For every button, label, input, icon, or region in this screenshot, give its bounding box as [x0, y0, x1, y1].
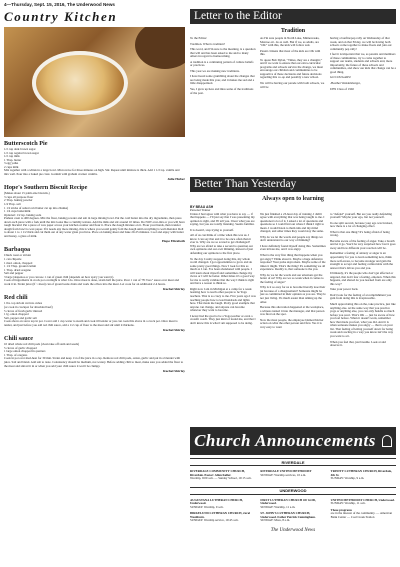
letter-paragraph: We will be having our parade with both schools, we will be — [260, 81, 325, 89]
recipe-author: Rachel Shirley — [163, 369, 185, 374]
letter-subtitle: Tradition — [280, 28, 306, 34]
better-paragraph: I have definitely found myself doing this. Sometimes even irritate me, and I was angry. — [260, 243, 326, 252]
letter-paragraph: UHS Class of 1992 — [330, 86, 354, 91]
letter-column — [330, 37, 396, 97]
better-paragraph: Become aware of the feeling of anger. Take a breath and let it go. You'd be very surprised how fast it goes away and how different your reaction will be. — [330, 238, 396, 250]
church-detail: are in the interest of the community. — American Bank Center — Coal Creek Station — [330, 511, 393, 519]
country-kitchen-section — [4, 9, 185, 373]
letter-column — [260, 37, 326, 97]
letter-column — [190, 37, 256, 97]
better-paragraph: Take your power back. — [330, 287, 359, 292]
letter-paragraph: To quote Bob Dylan, "Times, they are a changin'," and if we want to ensure that our extra-curricular programs and schools survive the change, we must encourage our children and communities to be supportive of these decisions and future decisions regarding this co-op and possibly a new school. — [260, 57, 323, 80]
church-detail: SUNDAY: Worship, 9 a.m. — [330, 476, 365, 481]
recipe-line: 3 large jalapenos or you can use 1 can of green chili (depends on how spicy you want it). — [4, 274, 114, 279]
church-banner — [190, 427, 396, 455]
better-than-yesterday-section — [190, 177, 396, 350]
better-paragraph: When you feel that, just breathe. Look at and observe it. — [330, 339, 386, 348]
recipe — [4, 294, 185, 332]
church-column — [190, 499, 255, 526]
recipe — [4, 335, 185, 373]
church-detail: Worship, 9:00 a.m. — Sunday School, 10:15 a.m. — [190, 476, 252, 481]
letter-body — [190, 37, 396, 97]
church-name: These programs — [330, 507, 352, 512]
recipe-line: 1 can chipotle — [4, 257, 22, 262]
church-item — [260, 470, 325, 477]
recipe-line: 3 cups all purpose flour — [4, 194, 34, 199]
church-window-icon — [382, 435, 392, 447]
recipe-line: 1 1/2 sticks of salted cold butter cut up into chunks) — [4, 205, 69, 210]
church-name: RIVERDALE COMMUNITY CHURCH, Riverdale. Pastor: Allen Keller. — [190, 469, 245, 477]
recipe-line: 2 Tbsp. baking powder — [4, 198, 33, 203]
better-column — [190, 213, 256, 350]
recipe-line: 1 med. onion, chopped — [4, 260, 33, 265]
letter-section — [190, 9, 396, 97]
recipe-line: 1/2 cup milk — [4, 154, 20, 159]
recipe-line: Chuck roast or sirloin — [4, 253, 31, 258]
church-detail: SUNDAY: Worship, 11 a.m. — [330, 501, 366, 506]
better-subtitle: Always open to learning — [262, 196, 324, 202]
recipe-line: 2 cups milk — [4, 164, 19, 169]
recipe-title: Barbaqoa — [4, 246, 31, 254]
better-paragraph: Because this altercation happened at the workplace, a witness turned it into the manager, and that person was fired on the spot. — [260, 305, 325, 317]
recipe-line: 1 1/4 cups buttermilk — [4, 209, 31, 214]
church-item — [260, 512, 325, 523]
better-paragraph: Why is it so easy for us to become literally lose their jut because of a disagreement? Someone might be just as committed in their opinion as you are. They're not just living. It's much easier than talking up the other. — [260, 285, 326, 304]
page-folio: 4—Thursday, Sept. 15, 2016, The Underwood News — [4, 2, 115, 7]
better-paragraph: Ultimately, it's the people who don't get affected or angered, that don't fear a feeling, emotion. When this happens, and shared do you learned from are only this way? — [330, 271, 396, 286]
recipe-author: Julie Huber — [167, 177, 185, 182]
church-item — [260, 499, 325, 510]
church-name: TRINITY LUTHERAN CHURCH, Riverdale, 4th St. — [330, 469, 392, 477]
church-column — [260, 470, 325, 484]
location-underwood: UNDERWOOD — [190, 487, 396, 495]
better-paragraph: Much appreciating this on the, take practice, just like anything else. At the same way that you practice yoga or anything else, you can only handle so much before you react. That's OK — just be aware of how you feel before. When it doesn't work, remember how that made you feel, what you did. And it is when someone makes you angry — that is on your list. That feeling of letting yourself down for being weak and reacting in a way you know isn't the way you want to act. — [330, 302, 396, 338]
better-title: Better Than Yesterday — [190, 177, 396, 192]
letter-paragraph: having a bonfire/pep rally on Wednesday of that week, and on that Friday, we will be having both schools come together to make floats and join our community pep rally! — [330, 36, 392, 51]
letter-paragraph: This word, and I'm sure to the meaning, is a question that will and has been asked to me and to many others in regard to homecoming. — [190, 47, 256, 59]
better-paragraph: Remember a feeling of anxiety or anger is an opportunity for you to learn something new, think more self-aware, to become stronger and gain the strength to accept and feeling comfortable with the answer that's drives you and you. — [330, 251, 393, 270]
better-body — [190, 213, 396, 350]
recipe-author: Rachel Shirley — [163, 287, 185, 292]
better-paragraph: It is doesn't, stop trying to yourself. — [190, 227, 234, 232]
recipe — [4, 246, 185, 291]
recipe-line: (or cook in crockpot for shredded beef) — [4, 304, 53, 309]
better-paragraph: I never had the goal to be a Yoga teacher or even a crossfit coach. They just kind of found me, and that I don't know this is what I am supposed to be doing. — [190, 313, 256, 325]
church-announcements-section — [190, 427, 396, 533]
church-item — [190, 499, 255, 510]
byline: BY BEAU ASH — [190, 205, 214, 209]
letter-paragraph: Yes, I grew up here and miss some of the traditions of the past. — [190, 87, 254, 95]
recipe-line: Cook in pot over med-heat for 30 min. Strain and keep 1/4 of the juice in a cup. Remove red chili pods, onion, garlic and put in a blender with juice. Salt and blend. Add salt to taste. Consistency should be medium, not watery. Before adding chili to meat, make sure you added the flour to the meat and stirred it in or when you add your chili sauce it won't be clumpy. — [4, 356, 184, 368]
church-item — [331, 470, 396, 481]
church-name: FIRST LUTHERAN CHURCH OF GOD, Underwood. — [260, 497, 316, 506]
recipe-line: 1 Tbsp. of oregano — [4, 352, 28, 357]
better-paragraph: We just finished a 23-hour day of training. I didn't agree with everything that was being taught to me. I questioned a lot of it. I asked a lot of questions and questions so I could find out where I think I right to mean. I would listen to them talk and my mind changed, and other times they would stay the same. — [260, 211, 325, 234]
recipe-line: 1 lbs. top sirloin cut into cubes — [4, 301, 43, 306]
recipe-line: 10 dried whole red chili pods (clean take off stem and seeds) — [4, 342, 80, 347]
letter-title: Letter to the Editor — [190, 9, 396, 24]
recipe-line: Preheat oven to 400 degrees. Mix the flour, baking powder and salt in large mixing bowl. Put the cold butter into the dry ingredients, then press down each piece with a fork until the mix looks like a crumbly texture. Add the milk and stir around 10 times. Do NOT over-mix or you will have tough biscuits! Put a piece of wax paper across your kitchen counter and flour it. Place the dough mixture on it. Flour your hands, then transfer dough from bowl to wax paper. If it needs any more mixing, this is where you would gently fold the dough until everything is well-blended. Roll to about 1 to 1 1/2 thick and cut them out of any water glass you have. Place on baking sheet and bake 20-25 minutes. Cool and enjoy with butter and honey, a glass of milk. — [4, 216, 185, 238]
letter-paragraph: A tradition is a continuing pattern of culture beliefs or practices. — [190, 59, 254, 68]
letter-paragraph: I have heard some grumbling about the changes that are being made this year, and it makes me sad and a little disappointed. — [190, 74, 255, 86]
recipe-line: 1 Tbsp. dried oregano — [4, 267, 32, 272]
better-paragraph: In one split second, because your ego was bruised, now there is a lot of changing effect. — [330, 220, 393, 229]
recipe-line: 1/2 cup dark brown sugar — [4, 147, 36, 151]
recipe-line: Cook above on stove top in pot. Cover add 1 cup water to steam and cook till tender or you can cook this above in a crock pot. Once meat is tender, and just before you add red chili sauce, add a 1/2 cup of flour to the meat and stir until it thickens. — [4, 319, 178, 327]
church-name: AUGUSTANA LUTHERAN CHURCH, Underwood. — [190, 497, 243, 506]
letter-paragraph: This year we are making new traditions. — [190, 68, 240, 73]
church-item — [331, 509, 396, 520]
church-item — [190, 512, 255, 523]
letter-paragraph: Tradition. What is tradition? — [190, 41, 226, 46]
recipe-line: Mix together with a whisk in a large bowl. Microwave for three minutes on high. Stir. Repeat until mixture is thick. Add 1 1/2 tsp. vanilla and mix well. Pour into a baked pie crust. Garnish with graham cracker crumbs. — [4, 168, 180, 176]
recipe-line: (Makes about 15 palm-size biscuits.) — [4, 191, 50, 196]
recipe — [4, 184, 185, 243]
better-column — [330, 213, 396, 350]
better-paragraph: Don't look for the feeling of accomplishment you gain from doing this is irreplaceable. — [330, 292, 392, 301]
better-paragraph: All of us can think of a time when this was us. I know I can say that and it to be once often than it ever is. Why are we so scared to get challenged? Why are we afraid to take a second to question our own opinions and our own thinking, instead of just defending our opinions to the first place. — [190, 233, 253, 256]
recipe-line: 1 1/2 Tbsp. ground cumin — [4, 264, 36, 269]
recipe-line: Cook all ingredients in crock pot overnight is what I do. Once meat is done, strain half the juice. Pour 1 can of "El Toro" sauce over meat and work it in. Strain juice (if ~ meat) can of green beans drain and work the olives into the meat. Let cook for an additional 2-4 hours. — [4, 278, 180, 286]
recipe-line: Salt, pepper and garlic salt — [4, 315, 37, 320]
better-paragraph: Why do we let the words and our emotions get the better of us? Why are we so weak when it comes to the feeling of anger? — [260, 272, 324, 284]
recipe-author: Rachel Shirley — [163, 328, 185, 333]
better-paragraph: To the day I really stopped doing this, my whole world changed. I got opportunities to grow and do some pretty good things. Now I look for this as much as I can. I've been abandoned with people. I will learn about myself and sometimes change my views or I will be better. Other times it's a good way for me to really validate that the way I think is right and have a reason to think so. — [190, 256, 255, 286]
food-photo — [4, 27, 185, 137]
recipe-line: 1 lg. onion chopped — [4, 312, 29, 317]
recipe-line: Salt and pepper — [4, 271, 24, 276]
church-detail: SUNDAY: Mass, 8 a.m. — [260, 518, 291, 523]
underwood-churches — [190, 499, 396, 526]
recipe — [4, 140, 185, 181]
church-detail: SUNDAY: Worship, 9 a.m. — [190, 504, 224, 509]
recipe-title: Chili sauce — [4, 335, 34, 343]
church-name: BIRKELUND LUTHERAN CHURCH, rural Washburn. — [190, 511, 250, 519]
better-paragraph: What is the very first thing that happens when you get angry? Think about it. Maybe a huge defensive response? Your pulse skyrockets. Maybe some of the times it might. That's the thing! It's something we all experience. Reality is, that someone is the you. — [260, 253, 326, 272]
country-kitchen-title: Country Kitchen — [4, 9, 118, 24]
letter-paragraph: -Heather Wendelsberger, — [330, 81, 361, 86]
church-banner-title: Church Announcements — [194, 431, 376, 450]
letter-paragraph: As I'm sure people in North Lake, Minnewaska, Monroe etc. do as well. But if we, as adults, are "OK" with this, the kids will follow suit. — [260, 36, 320, 48]
ad-footer: The Underwood News — [270, 527, 316, 533]
church-column — [331, 470, 396, 484]
church-detail: SUNDAY: Worship service, 10:45 a.m. — [190, 518, 239, 523]
recipe-line: 5 cloves of garlic chopped — [4, 345, 37, 350]
church-detail: SUNDAY: Worship, 11 a.m. — [260, 504, 296, 509]
recipe-line: Optional: 1/2 tsp. baking soda — [4, 212, 42, 217]
church-item — [331, 499, 396, 506]
better-paragraph: Unless I had agree with what you have to say — if that happens — I'll just say that I was presenting my opinion is right, and I'll tell you. I hear what you are saying, but you are totally listening. Seems familiar. — [190, 211, 255, 227]
recipe-author: Hope Elizabeth — [161, 239, 185, 244]
better-paragraph: Why do we let the words and people say things we don't understand to our way of thinking? — [260, 234, 323, 243]
recipe-list — [4, 140, 185, 373]
better-paragraph: What is that one thing? It's being afraid of being wrong. — [330, 229, 390, 238]
letter-paragraph: Parent citizens that most of the kids are OK with this. — [260, 48, 321, 57]
better-paragraph: Now the most people, the employee blamed his her action on what the other person said first. Yes it is very easy to want — [260, 317, 324, 329]
recipe-line: 3 egg yolks — [4, 161, 19, 166]
church-item — [190, 470, 255, 481]
better-column — [260, 213, 326, 350]
church-column — [331, 499, 396, 526]
better-paragraph: Right now I am in Michigan at a camp for a week learning how to teach other people to be Yoga teachers. That is so crazy to me. Five years ago I was teaching people how to lead hundreds and lights here. That made me laugh. Pretty good example that anyone can change, and anyone can become whatever they want to become. — [190, 286, 256, 313]
recipe-line: 1/2 cup regular brown sugar — [4, 150, 39, 155]
better-paragraph: to "defend" yourself. But are you really defending yourself? Maybe your ego, but not yourself. — [330, 211, 392, 220]
recipe-line: 1 large onion chopped in quarters — [4, 349, 46, 354]
church-detail: SUNDAY: Worship services, 10 a.m. — [260, 472, 307, 477]
recipe-title: Red chili — [4, 294, 28, 302]
recipe-line: 1 Tbsp. butter — [4, 157, 22, 162]
church-name: ST. JOHN'S LUTHERAN CHURCH, Underwood. Father Patrick Cunningham. — [260, 511, 316, 519]
riverdale-churches — [190, 470, 396, 484]
recipe-line: 1/4 Tbsp. salt — [4, 202, 21, 207]
church-column — [260, 499, 325, 526]
location-riverdale: RIVERDALE — [190, 458, 396, 466]
letter-paragraph: I feel it is important that we, as parents and members of these communities, try to come together to support our teams, students and schools and, more importantly, the future of these schools and communities, and show our kids that change can be a good thing. — [330, 52, 396, 74]
recipe-title: Butterscotch Pie — [4, 140, 48, 147]
byline-role: Personal Trainer — [190, 208, 211, 212]
church-column — [190, 470, 255, 484]
church-name: RIVERDALE UNITED METHODIST — [260, 469, 312, 473]
recipe-line: 5 cloves of fresh garlic minced — [4, 308, 43, 313]
letter-paragraph: To the Editor: — [190, 36, 208, 40]
letter-paragraph: GO COUGARS! — [330, 75, 352, 80]
recipe-title: Hope's Southern Biscuit Recipe — [4, 184, 88, 192]
church-name: UNITED METHODIST CHURCH, Underwood. — [330, 497, 395, 502]
